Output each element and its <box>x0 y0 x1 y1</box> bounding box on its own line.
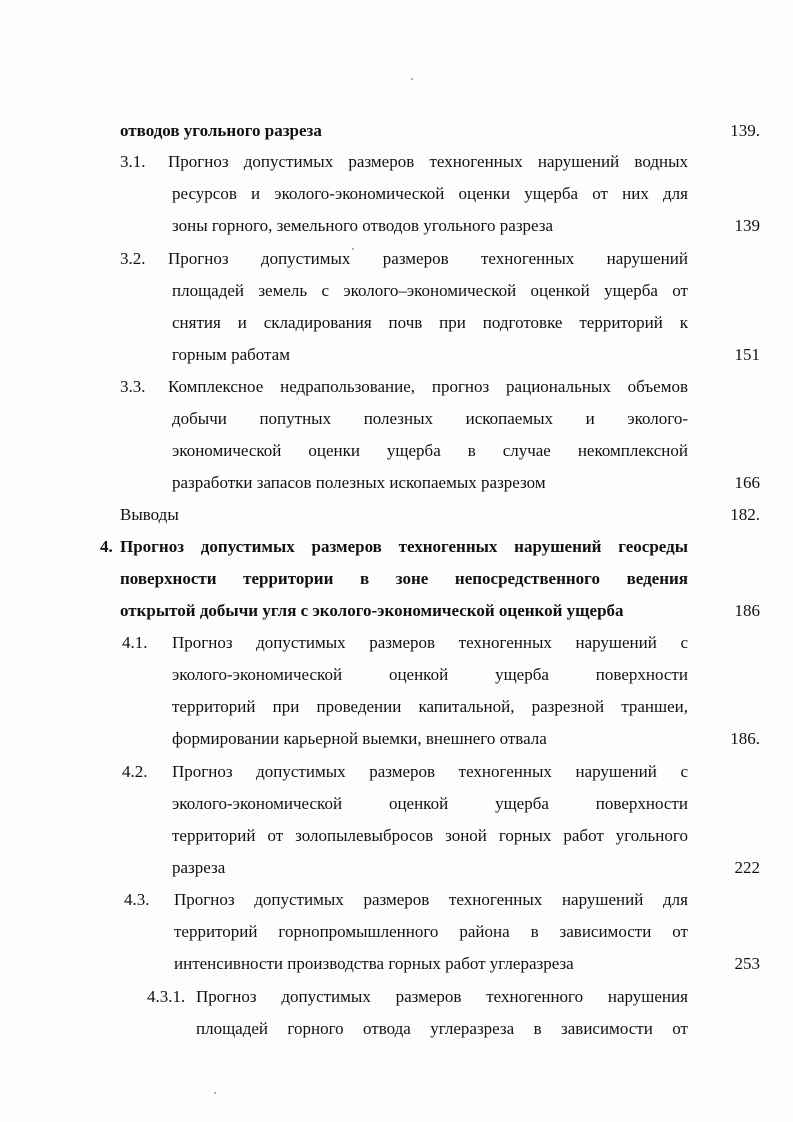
toc-line: снятия и складирования почв при подготовке территорий к <box>172 313 688 332</box>
toc-line: разработки запасов полезных ископаемых разрезом <box>172 473 546 492</box>
toc-line: разреза <box>172 858 226 877</box>
page-number: 166 <box>734 473 760 492</box>
toc-line: интенсивности производства горных работ углеразреза <box>174 954 574 973</box>
toc-line: эколого-экономической оценкой ущерба поверхности <box>172 665 688 684</box>
toc-line: Прогноз допустимых размеров техногенных нарушений для <box>174 890 688 909</box>
page-number: 186 <box>734 601 760 620</box>
chapter-title-line: поверхности территории в зоне непосредственного ведения <box>120 569 688 588</box>
toc-line: горным работам <box>172 345 290 364</box>
page-number: 139. <box>730 121 760 140</box>
toc-line: отводов угольного разреза <box>120 121 322 140</box>
page-number: 186. <box>730 729 760 748</box>
page-number: 151 <box>734 345 760 364</box>
section-number: 3.1. <box>120 152 146 171</box>
scan-speck <box>214 1092 216 1094</box>
toc-line: территорий от золопылевыбросов зоной горных работ угольного <box>172 826 688 845</box>
toc-line: Прогноз допустимых размеров техногенных нарушений с <box>172 633 688 652</box>
toc-line: площадей горного отвода углеразреза в зависимости от <box>196 1019 688 1038</box>
chapter-title-line: Прогноз допустимых размеров техногенных нарушений геосреды <box>120 537 688 556</box>
page-number: 139 <box>734 216 760 235</box>
section-number: 4.1. <box>122 633 148 652</box>
toc-line: территорий горнопромышленного района в зависимости от <box>174 922 688 941</box>
toc-line: экономической оценки ущерба в случае некомплексной <box>172 441 688 460</box>
section-number: 3.3. <box>120 377 146 396</box>
toc-line: Выводы <box>120 505 179 524</box>
toc-line: Прогноз допустимых размеров техногенных нарушений водных <box>168 152 688 171</box>
toc-line: добычи попутных полезных ископаемых и эколого- <box>172 409 688 428</box>
chapter-number: 4. <box>100 537 113 556</box>
scan-speck <box>411 78 413 80</box>
toc-line: Прогноз допустимых размеров техногенного нарушения <box>196 987 688 1006</box>
toc-line: ресурсов и эколого-экономической оценки ущерба от них для <box>172 184 688 203</box>
toc-line: Комплексное недрапользование, прогноз рациональных объемов <box>168 377 688 396</box>
page-number: 222 <box>734 858 760 877</box>
toc-line: территорий при проведении капитальной, разрезной траншеи, <box>172 697 688 716</box>
toc-line: Прогноз допустимых размеров техногенных нарушений <box>168 249 688 268</box>
toc-line: зоны горного, земельного отводов угольного разреза <box>172 216 554 235</box>
toc-line: формировании карьерной выемки, внешнего отвала <box>172 729 547 748</box>
section-number: 4.3.1. <box>147 987 186 1006</box>
chapter-title-line: открытой добычи угля с эколого-экономической оценкой ущерба <box>120 601 624 620</box>
toc-line: Прогноз допустимых размеров техногенных нарушений с <box>172 762 688 781</box>
page-number: 253 <box>734 954 760 973</box>
section-number: 4.2. <box>122 762 148 781</box>
page-number: 182. <box>730 505 760 524</box>
section-number: 3.2. <box>120 249 146 268</box>
toc-line: площадей земель с эколого–экономической оценкой ущерба от <box>172 281 688 300</box>
toc-line: эколого-экономической оценкой ущерба поверхности <box>172 794 688 813</box>
section-number: 4.3. <box>124 890 150 909</box>
